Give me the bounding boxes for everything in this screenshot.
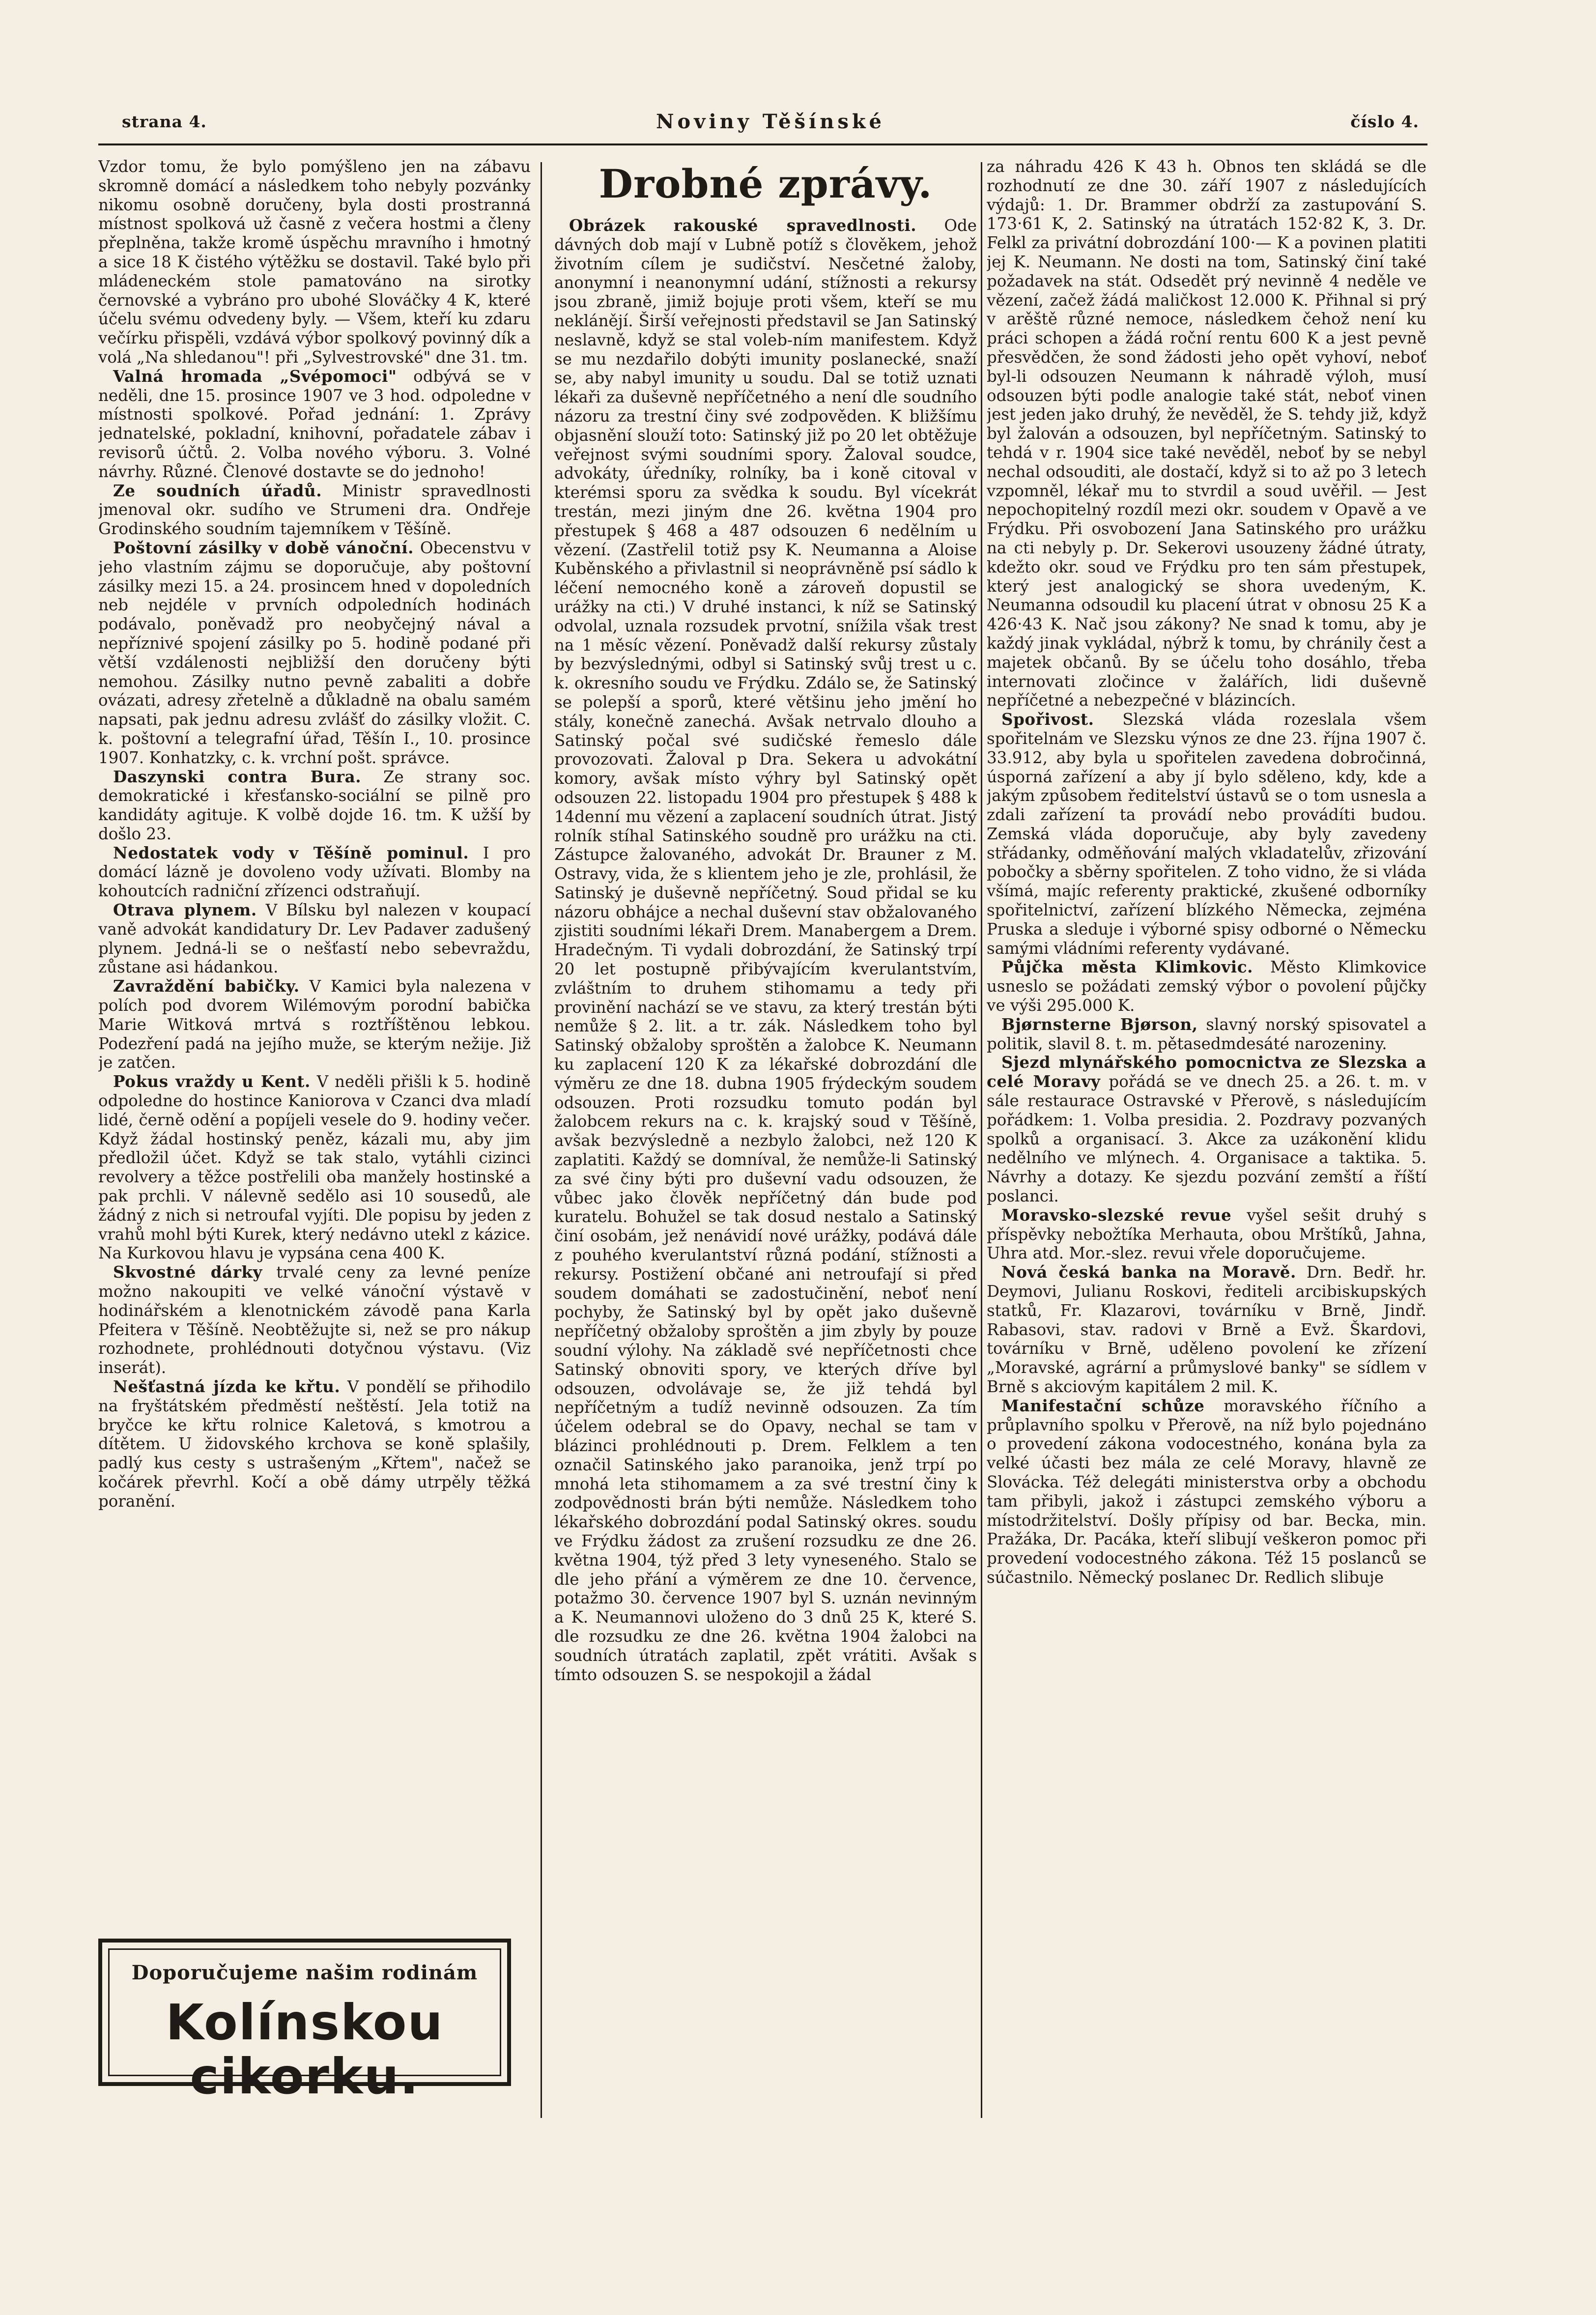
article-title: Valná hromada „Svépomoci" xyxy=(113,366,397,386)
page-header xyxy=(122,112,1419,137)
article-manifestacni-schuze xyxy=(987,1397,1426,1587)
article-text: V neděli přišli k 5. hodině odpoledne do hostince Kaniorova v Czanci dva mladí lidé, černě odění a popíjeli vesele do 9. hodiny večer. Když žádal hostinský peněz, kázali mu, aby jim předložil účet. Když se tak stalo, vytáhli cizinci revolvery a těžce postřelili oba manžely hostinské a pak prchli. V nálevně sedělo asi 10 sousedů, ale žádný z nich si netroufal vyjíti. Dle popisu by jeden z vrahů mohl býti Kurek, který nedávno utekl z kázice. Na Kurkovou hlavu je vypsána cena 400 K. xyxy=(98,1072,531,1263)
article-text: V Kamici byla nalezena v polích pod dvorem Wilémovým porodní babička Marie Witková mrtvá s roztříštěnou lebkou. Podezření padá na jejího muže, se kterým nežije. Již je zatčen. xyxy=(98,977,531,1072)
article-title: Sjezd mlynářského pomocnictva ze Slezska a celé Moravy xyxy=(987,1053,1426,1091)
article-sjezd-mlynarskeho xyxy=(987,1053,1426,1205)
article-daszynski xyxy=(98,768,531,844)
article-pokus-vrazdy xyxy=(98,1072,531,1263)
article-title: Manifestační schůze xyxy=(1001,1396,1205,1415)
article-title: Bjørnsterne Bjørson, xyxy=(1001,1014,1198,1034)
article-title: Ze soudních úřadů. xyxy=(113,481,322,500)
article-text: Slezská vláda rozeslala všem spořitelnám ve Slezsku výnos ze dne 23. října 1907 č. 33.912, aby byla u spořitelen zavedena dobročinná, úsporná zařízení a aby jí bylo sděleno, kdy, kde a jakým způsobem ředitelství ústavů se o tom usnesla a zdali zařízení ta provádí nebo provádíti budou. Zemská vláda doporučuje, aby byly zavedeny střádanky, odměňování malých vkladatelův, zřizování pobočky a sběrny spořitelen. Z toho vidno, že si vláda všímá, majíc referenty praktické, zkušené odborníky spořitelnictví, zařízení blízkého Německa, zejména Pruska a sleduje i výborné spisy odborné o Německu samými vládními referenty vydávané. xyxy=(987,710,1426,958)
header-rule xyxy=(98,143,1427,145)
article-moravsko-slezske-revue xyxy=(987,1206,1426,1263)
article-skvostne-darky xyxy=(98,1263,531,1377)
article-title: Daszynski contra Bura. xyxy=(113,767,362,786)
article-text: trvalé ceny za levné peníze možno nakoupiti ve velké vánoční výstavě v hodinářském a klenotnickém závodě pana Karla Pfeitera v Těšíně. Neobtěžujte si, než se pro nákup rozhodnete, prohlédnouti dotyčnou výstavu. (Viz inserát). xyxy=(98,1263,531,1377)
article-text: Ode dávných dob mají v Lubně potíž s člověkem, jehož životním cílem je sudičství. Nesčetné žaloby, anonymní i neanonymní udání, stížnosti a rekursy jsou zbraně, jimiž bojuje proti všem, kteří se mu neklánějí. Širší veřejnosti představil se Jan Satinský neslavně, když se stal voleb-ním manifestem. Když se mu nezdařilo dobýti imunity poslanecké, snaží se, aby nabyl imunity u soudu. Dal se totiž uznati lékaři za duševně nepříčetného a není dle soudního názoru za trestní činy své zodpověden. K bližšímu objasnění slouží toto: Satinský již po 20 let obtěžuje veřejnost svými soudními spory. Žaloval soudce, advokáty, úředníky, rolníky, ba i koně citoval v kterémsi sporu za svědka k soudu. Byl vícekrát trestán, mezi jiným dne 26. května 1904 pro přestupek § 468 a 487 odsouzen 6 nedělním u vězení. (Zastřelil totiž psy K. Neumanna a Aloise Kuběnského a přivlastnil si neoprávněně psí sádlo k léčení nemocného koně a zároveň dopustil se urážky na cti.) V druhé instanci, k níž se Satinský odvolal, uznala rozsudek prvotní, snížila však trest na 1 měsíc vězení. Poněvadž další rekursy zůstaly by bezvýslednými, odbyl si Satinský svůj trest u c. k. okresního soudu ve Frýdku. Zdálo se, že Satinský se polepší a sporů, které většinu jeho jmění ho stály, konečně zanechá. Avšak netrvalo dlouho a Satinský počal své sudičské řemeslo dále provozovati. Žaloval p Dra. Sekera u advokátní komory, avšak místo výhry byl Satinský opět odsouzen 22. listopadu 1904 pro přestupek § 488 k 14denní mu vězení a zaplacení soudních útrat. Jistý rolník stíhal Satinského soudně pro urážku na cti. Zástupce žalovaného, advokát Dr. Brauner z M. Ostravy, vida, že s klientem jeho je zle, prohlásil, že Satinský je duševně nepříčetný. Soud přidal se ku názoru obhájce a nechal duševní stav obžalovaného zjistiti soudními lékaři Drem. Manabergem a Drem. Hradečným. Ti vydali dobrozdání, že Satinský trpí 20 let postupně přibývajícím kverulantstvím, zvláštním to druhem stihomamu a tedy při provinění nachází se ve stavu, za který trestán býti nemůže § 2. lit. a tr. zák. Následkem toho byl Satinský obžaloby sproštěn a žalobce K. Neumann ku zaplacení 120 K za lékařské dobrozdání dle výměru ze dne 18. dubna 1905 frýdeckým soudem odsouzen. Proti rozsudku tomuto podán byl žalobcem rekurs na c. k. krajský soud v Těšíně, avšak bezvýsledně a nezbylo žalobci, než 120 K zaplatiti. Každý se domníval, že nemůže-li Satinský za své činy býti pro duševní vadu odsouzen, že vůbec jako člověk nepříčetný dán bude pod kuratelu. Bohužel se tak dosud nestalo a Satinský činí osobám, jež nenávidí nové urážky, podává dále z pouhého kverulantství různá podání, stížnosti a rekursy. Postižení občané ani netroufají si před soudem domáhati se zadostučinění, neboť není pochyby, že Satinský byl by opět jako duševně nepříčetný obžaloby sproštěn a jim zbyly by pouze soudní výlohy. Na základě své nepříčetnosti chce Satinský obnoviti spory, ve kterých dříve byl odsouzen, odvolávaje se, že již tehdá byl nepříčetným a tudíž nevinně odsouzen. Za tím účelem odebral se do Opavy, nechal se tam v blázinci prohlédnouti p. Drem. Felklem a ten označil Satinského jako paranoika, jenž trpí po mnohá leta stihomamem a za své trestní činy k zodpovědnosti brán býti nemůže. Následkem toho lékařského dobrozdání podal Satinský okres. soudu ve Frýdku žádost za zrušení rozsudku ze dne 26. května 1904, týž před 3 lety vyneseného. Stalo se dle jeho přání a výměrem ze dne 10. července, potažmo 30. července 1907 byl S. uznán nevinným a K. Neumannovi uloženo do 3 dnů 25 K, které S. dle rozsudku ze dne 26. května 1904 žalobci na soudních útratách zaplatil, zpět vrátiti. Avšak s tímto odsouzen S. se nespokojil a žádal xyxy=(554,216,977,1684)
page-number: strana 4. xyxy=(122,112,207,131)
issue-number: číslo 4. xyxy=(1350,112,1419,131)
article-text: vyšel sešit druhý s příspěvky nebožtíka Merhauta, obou Mrštíků, Jahna, Uhra atd. Mor.-slez. revui vřele doporučujeme. xyxy=(987,1205,1426,1263)
article-title: Nedostatek vody v Těšíně pominul. xyxy=(113,843,469,862)
column-divider-left xyxy=(541,162,542,2118)
section-title: Drobné zprávy. xyxy=(598,161,933,207)
article-sporivost xyxy=(987,710,1426,958)
article-continuation: za náhradu 426 K 43 h. Obnos ten skládá se dle rozhodnutí ze dne 30. září 1907 z následujících výdajů: 1. Dr. Brammer obdrží za zastupování S. 173·61 K, 2. Satinský na útratách 152·82 K, 3. Dr. Felkl za privátní dobrozdání 100·— K a povinen platiti jej K. Neumann. Ne dosti na tom, Satinský činí také požadavek na stát. Odsedět prý nevinně 4 neděle ve vězení, začež žádá maličkost 12.000 K. Přihnal si prý v arěště různé nemoce, následkem čehož není ku práci schopen a žádá roční rentu 600 K a jest pevně přesvědčen, že sond žádosti jeho opět vyhoví, neboť byl-li odsouzen Neumann k náhradě výloh, musí odsouzen býti podle analogie také stát, neboť vinen jest jeden jako druhý, že nevěděl, že S. tehdy již, když byl žalován a odsouzen, byl nepříčetným. Satinský to tehdá v r. 1904 sice také nevěděl, neboť by se nebyl nechal odsouditi, ale dostačí, když si to až po 3 letech vzpomněl, lékař mu to stvrdil a soud uvěřil. — Jest nepochopitelný rozdíl mezi okr. soudem v Opavě a ve Frýdku. Při osvobození Jana Satinského pro urážku na cti nebyly p. Dr. Sekerovi usouzeny žádné útraty, kdežto okr. soud ve Frýdku pro ten sám přestupek, který jest analogický se shora uvedeným, K. Neumanna odsoudil ku placení útrat v obnosu 25 K a 426·43 K. Nač jsou zákony? Ne snad k tomu, aby je každý jinak vykládal, nýbrž k tomu, by chránily čest a majetek občanů. By se účelu toho dosáhlo, třeba internovati zločince v žalářích, lidi duševně nepříčetné a nebezpečné v blázincích. xyxy=(987,157,1426,710)
article-text: pořádá se ve dnech 25. a 26. t. m. v sále restaurace Ostravské v Přerově, s následujícím pořádkem: 1. Volba presidia. 2. Pozdravy pozvaných spolků a organisací. 3. Akce za uzákonění klidu nedělního ve mlýnech. 4. Organisace a taktika. 5. Návrhy a dotazy. Ke sjezdu pozvání zemští a říští poslanci. xyxy=(987,1072,1426,1206)
article-ze-soudnich-uradu xyxy=(98,482,531,539)
article-nova-ceska-banka xyxy=(987,1263,1426,1397)
article-otrava-plynem xyxy=(98,901,531,977)
article-text: V pondělí se přihodilo na fryštátském předměstí neštěstí. Jela totiž na bryčce ke křtu rolnice Kaletová, s kmotrou a dítětem. U židovského krchova se koně splašily, padlý kus cesty s ustrašeným „Křtem", načež se kočárek převrhl. Kočí a obě dámy utrpěly těžká poranění. xyxy=(98,1377,531,1511)
article-nestastna-jizda xyxy=(98,1377,531,1511)
article-text: I pro domácí lázně je dovoleno vody užívati. Blomby na kohoutcích radniční zřízenci odstraňují. xyxy=(98,843,531,901)
column-divider-right xyxy=(981,162,982,2118)
article-text: slavný norský spisovatel a politik, slavil 8. t. m. pětasedmdesáté narozeniny. xyxy=(987,1015,1426,1053)
advertisement-headline: Doporučujeme našim rodinám xyxy=(131,1961,478,1984)
article-postovni-zasilky xyxy=(98,539,531,768)
article-title: Spořivost. xyxy=(1001,710,1094,729)
article-title: Otrava plynem. xyxy=(113,900,257,920)
article-title: Skvostné dárky xyxy=(113,1262,263,1282)
article-title: Nová česká banka na Moravě. xyxy=(1001,1262,1296,1282)
article-obrazek-rakouske-spravedlnosti xyxy=(554,216,977,1684)
column-1 xyxy=(98,157,531,2143)
advertisement-box xyxy=(98,1939,511,2105)
article-title: Nešťastná jízda ke křtu. xyxy=(113,1377,341,1396)
newspaper-title: Noviny Těšínské xyxy=(656,110,885,133)
article-title: Obrázek rakouské spravedlnosti. xyxy=(569,216,917,235)
column-3 xyxy=(987,157,1426,2143)
article-text: Ministr spravedlnosti jmenoval okr. sudího ve Strumeni dra. Ondřeje Grodinského soudním tajemníkem v Těšíně. xyxy=(98,481,531,539)
article-nedostatek-vody xyxy=(98,844,531,901)
advertisement-product: Kolínskou cikorku. xyxy=(166,1994,444,2105)
article-bjornson xyxy=(987,1015,1426,1054)
article-text: V Bílsku byl nalezen v koupací vaně advokát kandidatury Dr. Lev Padaver zadušený plynem. Jedná-li se o nešťastí nebo sebevraždu, zůstane asi hádankou. xyxy=(98,901,531,977)
article-title: Půjčka města Klimkovic. xyxy=(1001,957,1254,977)
article-title: Moravsko-slezské revue xyxy=(1001,1205,1232,1225)
article-valna-hromada xyxy=(98,367,531,482)
article-title: Pokus vraždy u Kent. xyxy=(113,1072,311,1091)
article-title: Poštovní zásilky v době vánoční. xyxy=(113,538,414,557)
article-text: Drn. Bedř. hr. Deymovi, Julianu Roskovi, řediteli arcibiskupských statků, Fr. Klazarovi, továrníku v Brně, Jindř. Rabasovi, stav. radovi v Brně a Evž. Škardovi, továrníku v Brně, uděleno povolení ke zřízení „Moravské, agrární a průmyslové banky" se sídlem v Brně s akciovým kapitálem 2 mil. K. xyxy=(987,1263,1426,1396)
article-text: Obecenstvu v jeho vlastním zájmu se doporučuje, aby poštovní zásilky mezi 15. a 24. prosincem hned v dopoledních neb nejdéle v prvních odpoledních hodinách podávalo, poněvadž pro neobyčejný nával a nepříznivé spojení zásilky po 5. hodině podané při větší vzdálenosti nejbližší den doručeny býti nemohou. Zásilky nutno pevně zabaliti a dobře ovázati, adresy zřetelně a důkladně na obalu samém napsati, pak jednu adresu zvlášť do zásilky vložit. C. k. poštovní a telegrafní úřad, Těšín I., 10. prosince 1907. Konhatzky, c. k. vrchní pošt. správce. xyxy=(98,538,531,767)
article-text: moravského říčního a průplavního spolku v Přerově, na níž bylo pojednáno o provedení zákona vodocestného, konána byla za velké účasti bez mála ze celé Moravy, hlavně ze Slovácka. Též delegáti ministerstva orby a obchodu tam přibyli, jakož i zástupci zemského výboru a místodržitelství. Došly přípisy od bar. Becka, min. Pražáka, Dr. Pacáka, kteří slibují veškeron pomoc při provedení vodocestného zákona. Též 15 poslanců se súčastnilo. Německý poslanec Dr. Redlich slibuje xyxy=(987,1396,1426,1587)
article-text: Město Klimkovice usneslo se požádati zemský výbor o povolení půjčky ve výši 295.000 K. xyxy=(987,958,1426,1015)
column-2 xyxy=(554,157,977,2143)
article-title: Zavraždění babičky. xyxy=(113,976,300,996)
article-pujcka-klimkovic xyxy=(987,958,1426,1015)
article-paragraph: Vzdor tomu, že bylo pomýšleno jen na zábavu skromně domácí a následkem toho nebyly pozvánky nikomu osobně doručeny, byla dosti prostranná místnost spolková už časně z večera hostmi a členy přeplněna, takže kromě úspěchu mravního i hmotný a sice 18 K čistého výtěžku se dostavil. Také bylo při mládeneckém stole pamatováno na sirotky černovské a vybráno pro ubohé Slováčky 4 K, které účelu svému odvedeny byly. — Všem, kteří ku zdaru večírku přispěli, vzdává výbor spolkový povinný dík a volá „Na shledanou"! při „Sylvestrovské" dne 31. tm. xyxy=(98,157,531,367)
article-zavrazdeni-babicky xyxy=(98,977,531,1072)
article-text: odbývá se v neděli, dne 15. prosince 1907 ve 3 hod. odpoledne v místnosti spolkové. Pořad jednání: 1. Zprávy jednatelské, pokladní, knihovní, pořadatele zábav i revisorů účtů. 2. Volba nového výboru. 3. Volné návrhy. Různé. Členové dostavte se do jednoho! xyxy=(98,367,531,481)
article-text: Ze strany soc. demokratické i křesťansko-sociální se pilně pro kandidáty agituje. K volbě dojde 16. tm. K užší by došlo 23. xyxy=(98,767,531,843)
